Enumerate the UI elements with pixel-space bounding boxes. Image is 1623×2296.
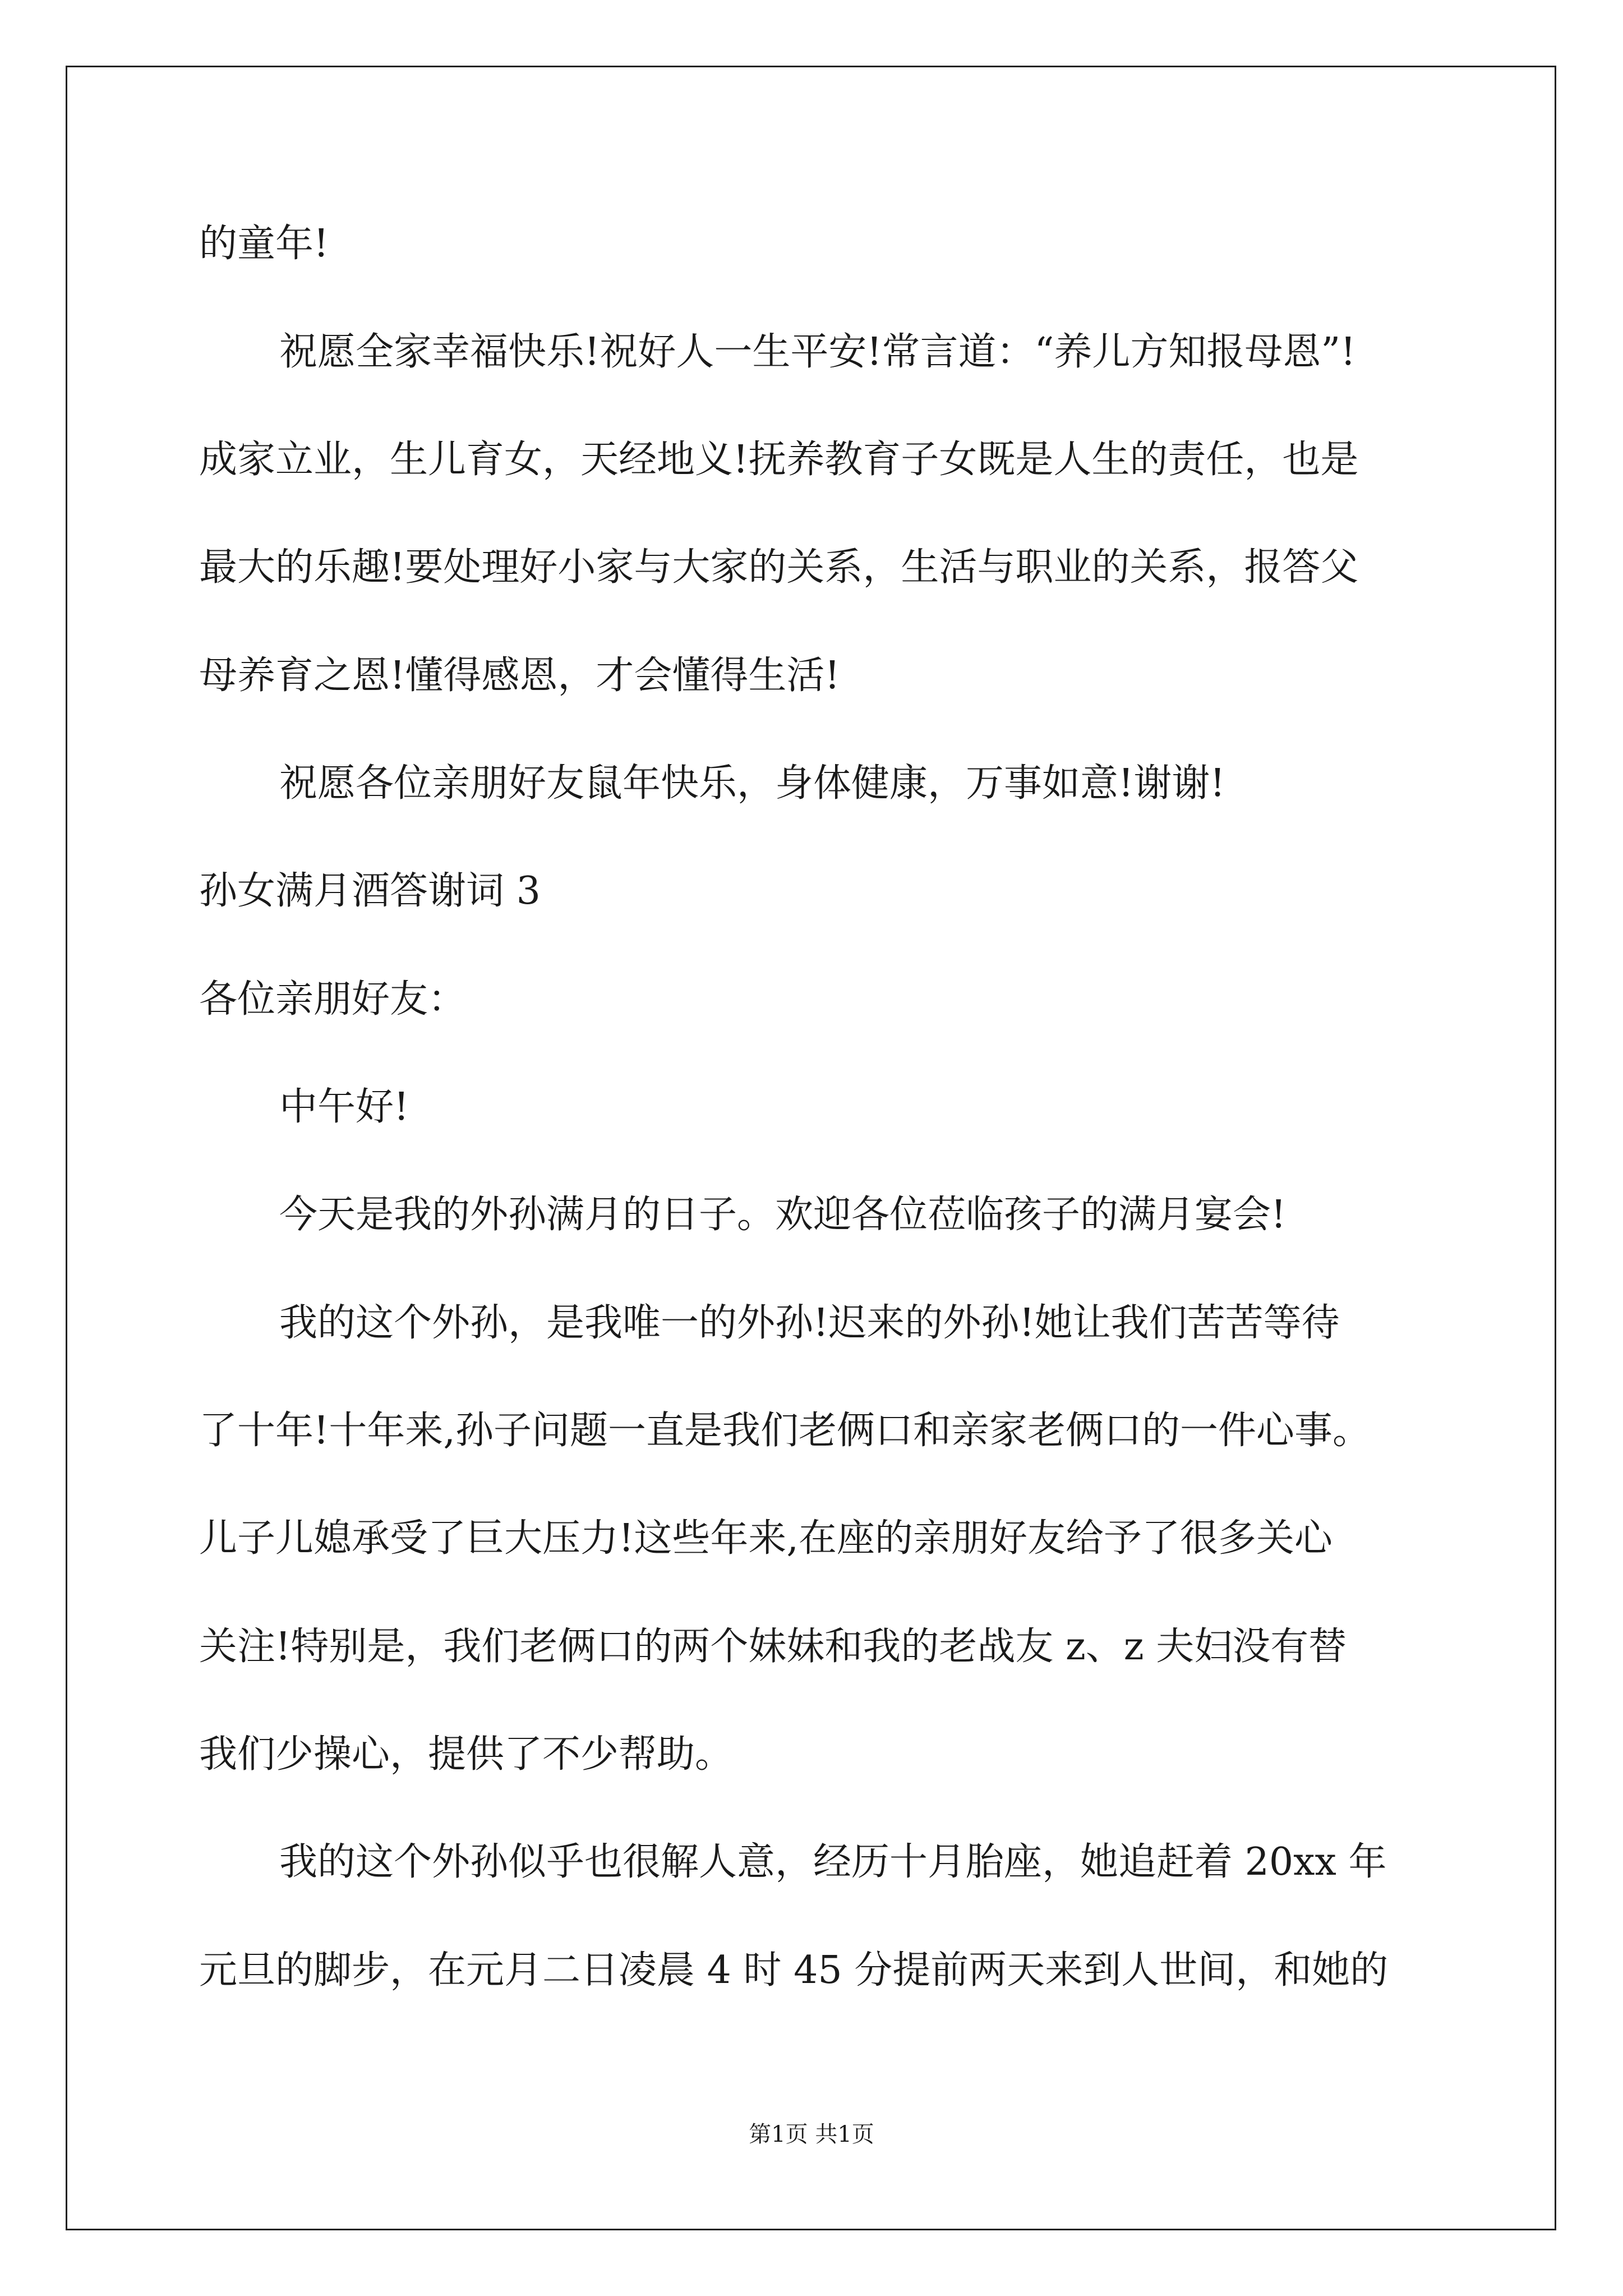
text-line: 母养育之恩!懂得感恩，才会懂得生活! bbox=[199, 654, 840, 698]
section-heading: 孙女满月酒答谢词 3 bbox=[199, 869, 541, 913]
paragraph-line: 今天是我的外孙满月的日子。欢迎各位莅临孩子的满月宴会! bbox=[279, 1193, 1287, 1237]
paragraph-line: 祝愿全家幸福快乐!祝好人一生平安!常言道：“养儿方知报母恩”! bbox=[279, 330, 1356, 374]
text-line: 最大的乐趣!要处理好小家与大家的关系，生活与职业的关系，报答父 bbox=[199, 545, 1359, 590]
text-line: 我们少操心，提供了不少帮助。 bbox=[199, 1732, 734, 1777]
text-line: 儿子儿媳承受了巨大压力!这些年来,在座的亲朋好友给予了很多关心 bbox=[199, 1516, 1332, 1561]
text-line: 的童年! bbox=[199, 222, 329, 266]
text-line: 成家立业，生儿育女，天经地义!抚养教育子女既是人生的责任，也是 bbox=[199, 438, 1359, 482]
paragraph-line: 我的这个外孙似乎也很解人意，经历十月胎座，她追赶着 20xx 年 bbox=[279, 1840, 1387, 1884]
page-number-footer: 第1页 共1页 bbox=[749, 2122, 874, 2147]
page-border bbox=[66, 66, 1556, 2230]
salutation: 各位亲朋好友： bbox=[199, 977, 467, 1022]
text-line: 了十年!十年来,孙子问题一直是我们老俩口和亲家老俩口的一件心事。 bbox=[199, 1409, 1371, 1453]
paragraph-line: 祝愿各位亲朋好友鼠年快乐，身体健康，万事如意!谢谢! bbox=[279, 761, 1225, 806]
text-line: 元旦的脚步，在元月二日凌晨 4 时 45 分提前两天来到人世间，和她的 bbox=[199, 1948, 1389, 1993]
text-line: 关注!特别是，我们老俩口的两个妹妹和我的老战友 z、z 夫妇没有替 bbox=[199, 1625, 1347, 1669]
paragraph-line: 我的这个外孙，是我唯一的外孙!迟来的外孙!她让我们苦苦等待 bbox=[279, 1301, 1340, 1345]
greeting: 中午好! bbox=[279, 1085, 409, 1129]
